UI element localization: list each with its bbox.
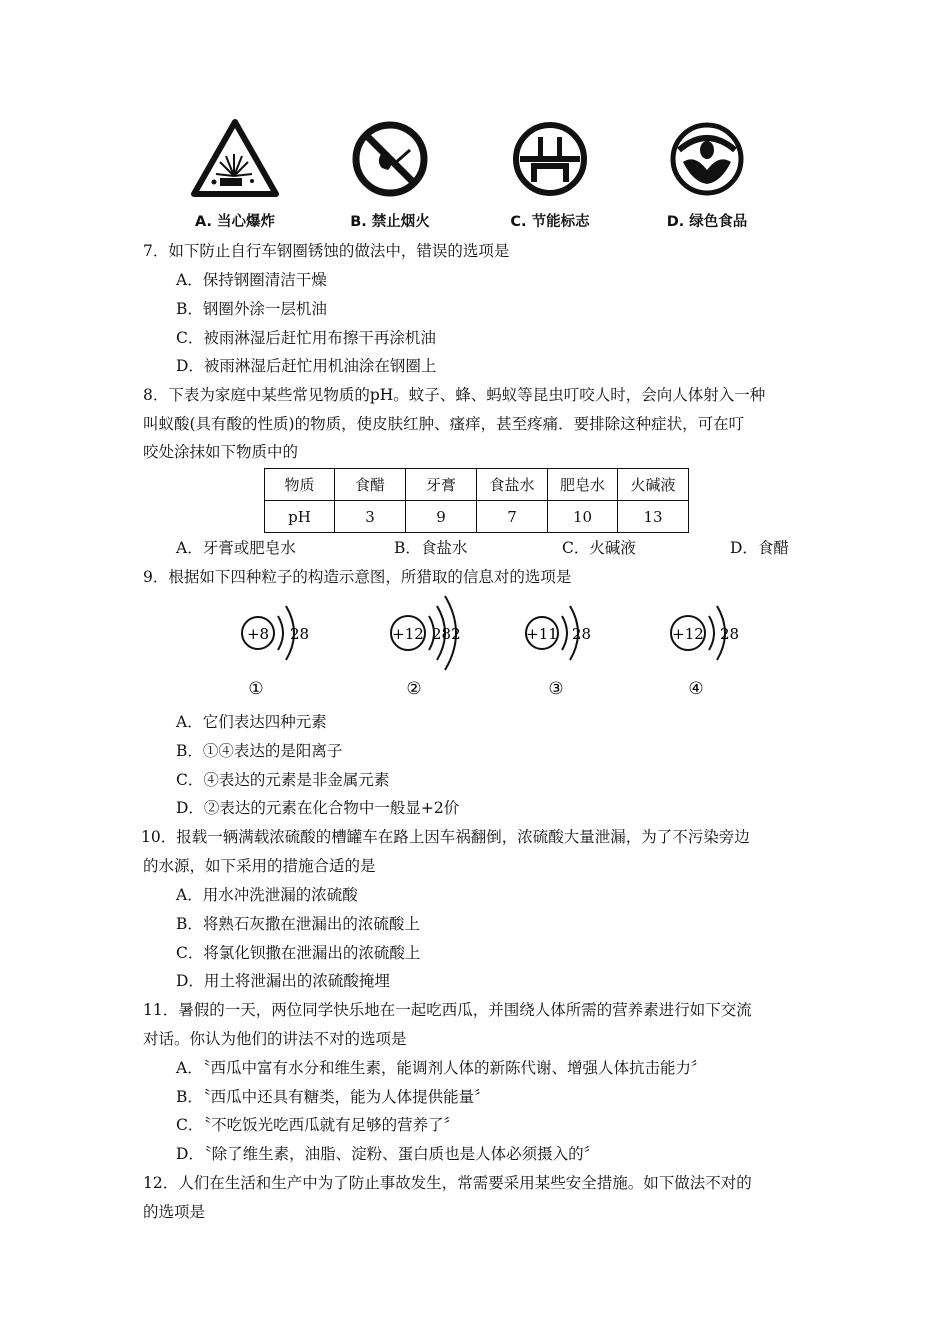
- q10-option-a: A．用水冲洗泄漏的浓硫酸: [176, 886, 358, 904]
- question-8-stem-line2: 叫蚁酸(具有酸的性质)的物质，使皮肤红肿、瘙痒，甚至疼痛．要排除这种症状，可在叮: [143, 415, 745, 433]
- nucleus-charge: +11: [526, 625, 558, 643]
- sign-no-fire: [330, 118, 450, 231]
- q8-option-b: B．食盐水: [394, 539, 468, 557]
- table-cell: 7: [477, 501, 548, 533]
- table-cell: 10: [548, 501, 618, 533]
- q10-option-b: B．将熟石灰撒在泄漏出的浓硫酸上: [176, 915, 420, 933]
- atom-structure-2: [382, 590, 512, 700]
- icon-caption: C. 节能标志: [510, 214, 590, 230]
- energy-saving-icon: [508, 118, 592, 200]
- sign-explosion: [175, 118, 295, 231]
- q9-option-d: D．②表达的元素在化合物中一般显+2价: [176, 799, 460, 817]
- q8-option-d: D．食醋: [730, 539, 789, 557]
- q11-option-c: C．〝不吃饭光吃西瓜就有足够的营养了〞: [176, 1116, 460, 1134]
- table-cell: 牙膏: [406, 469, 477, 501]
- table-cell: 肥皂水: [548, 469, 618, 501]
- q7-option-d: D．被雨淋湿后赶忙用机油涂在钢圈上: [176, 357, 437, 375]
- q11-option-b: B．〝西瓜中还具有糖类，能为人体提供能量〞: [176, 1088, 490, 1106]
- ph-table: [264, 468, 689, 533]
- nucleus-charge: +12: [392, 625, 424, 643]
- table-cell: 食醋: [335, 469, 406, 501]
- q9-option-b: B．①④表达的是阳离子: [176, 742, 343, 760]
- q11-option-a: A．〝西瓜中富有水分和维生素，能调剂人体的新陈代谢、增强人体抗击能力〞: [176, 1059, 707, 1077]
- electron-shells: 28: [572, 625, 592, 643]
- q10-option-d: D．用土将泄漏出的浓硫酸掩埋: [176, 972, 390, 990]
- table-cell: 9: [406, 501, 477, 533]
- no-fire-icon: [348, 118, 432, 200]
- explosion-warning-icon: [190, 118, 280, 200]
- q9-option-a: A．它们表达四种元素: [176, 713, 327, 731]
- table-cell: 13: [618, 501, 689, 533]
- atom-structure-4: [662, 590, 782, 700]
- question-11-stem-line1: 11．暑假的一天，两位同学快乐地在一起吃西瓜，并围绕人体所需的营养素进行如下交流: [143, 1001, 752, 1019]
- q7-option-a: A．保持钢圈清洁干燥: [176, 271, 327, 289]
- question-10-stem-line2: 的水源，如下采用的措施合适的是: [143, 857, 376, 875]
- sign-energy-saving: [490, 118, 610, 231]
- atom-label: ②: [406, 679, 422, 699]
- question-12-stem-line2: 的选项是: [143, 1203, 206, 1221]
- atom-diagrams: [170, 590, 770, 705]
- atom-structure-3: [516, 590, 636, 700]
- nucleus-charge: +12: [672, 625, 704, 643]
- question-11-stem-line2: 对话。你认为他们的讲法不对的选项是: [143, 1030, 407, 1048]
- q8-option-a: A．牙膏或肥皂水: [176, 539, 296, 557]
- table-cell: 火碱液: [618, 469, 689, 501]
- q7-option-b: B．钢圈外涂一层机油: [176, 300, 327, 318]
- question-8-stem-line3: 咬处涂抹如下物质中的: [143, 443, 299, 461]
- atom-label: ①: [248, 679, 264, 699]
- green-food-icon: [665, 118, 749, 200]
- atom-label: ③: [548, 679, 564, 699]
- atom-label: ④: [688, 679, 704, 699]
- electron-shells: 28: [720, 625, 740, 643]
- q10-option-c: C．将氯化钡撒在泄漏出的浓硫酸上: [176, 944, 421, 962]
- safety-signs-row: [170, 118, 790, 228]
- ph-table-value-row: [265, 501, 689, 533]
- icon-caption: D. 绿色食品: [666, 214, 748, 230]
- ph-table-header-row: [265, 469, 689, 501]
- question-8-stem-line1: 8．下表为家庭中某些常见物质的pH。蚊子、蜂、蚂蚁等昆虫叮咬人时，会向人体射入一种: [143, 386, 766, 404]
- q8-option-c: C．火碱液: [562, 539, 636, 557]
- table-cell: 食盐水: [477, 469, 548, 501]
- question-7-stem: 7．如下防止自行车钢圈锈蚀的做法中，错误的选项是: [143, 242, 510, 260]
- table-cell: pH: [265, 501, 335, 533]
- electron-shells: 282: [432, 625, 461, 643]
- table-cell: 物质: [265, 469, 335, 501]
- question-10-stem-line1: 10．报载一辆满载浓硫酸的槽罐车在路上因车祸翻倒，浓硫酸大量泄漏，为了不污染旁边: [141, 828, 750, 846]
- question-12-stem-line1: 12．人们在生活和生产中为了防止事故发生，常需要采用某些安全措施。如下做法不对的: [143, 1174, 752, 1192]
- q11-option-d: D．〝除了维生素，油脂、淀粉、蛋白质也是人体必须摄入的〞: [176, 1145, 600, 1163]
- table-cell: 3: [335, 501, 406, 533]
- nucleus-charge: +8: [246, 625, 270, 643]
- icon-caption: A. 当心爆炸: [194, 214, 276, 230]
- electron-shells: 28: [290, 625, 310, 643]
- q9-option-c: C．④表达的元素是非金属元素: [176, 771, 390, 789]
- atom-structure-1: [232, 590, 352, 700]
- q7-option-c: C．被雨淋湿后赶忙用布擦干再涂机油: [176, 329, 436, 347]
- icon-caption: B. 禁止烟火: [350, 214, 430, 230]
- question-9-stem: 9．根据如下四种粒子的构造示意图，所猎取的信息对的选项是: [143, 568, 572, 586]
- sign-green-food: [647, 118, 767, 231]
